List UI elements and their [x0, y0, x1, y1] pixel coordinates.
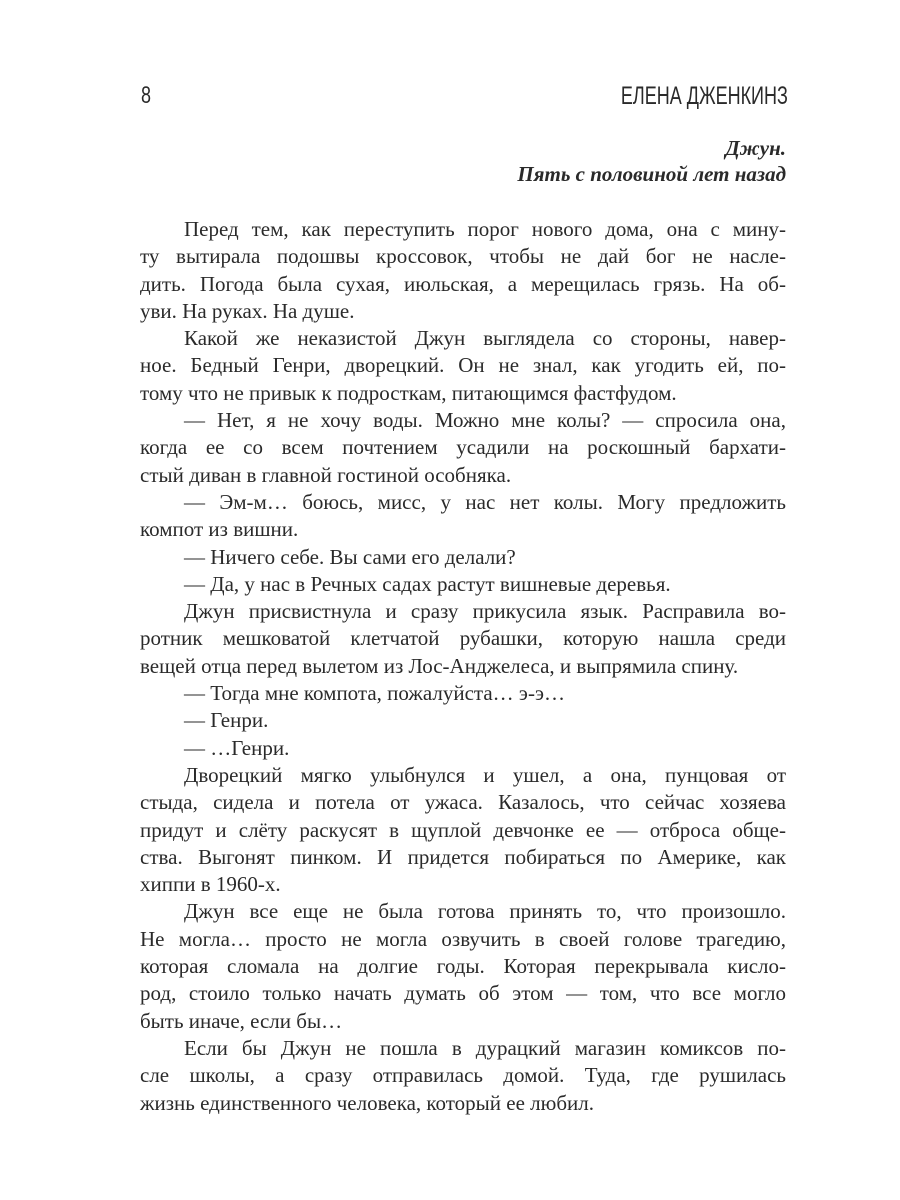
text-line: Какой же неказистой Джун выглядела со стороны, навер- — [184, 326, 786, 351]
text-line: — Нет, я не хочу воды. Можно мне колы? — спросила она, — [184, 408, 786, 433]
text-line: тому что не привык к подросткам, питающимся фастфудом. — [140, 380, 677, 405]
text-line: ное. Бедный Генри, дворецкий. Он не знал, как угодить ей, по- — [140, 353, 786, 378]
text-line: придут и слёту раскусят в щуплой девчонке ее — отброса обще- — [140, 817, 786, 842]
text-line: вещей отца перед вылетом из Лос-Анджелеса, и выпрямила спину. — [140, 653, 739, 678]
text-line: Не могла… просто не могла озвучить в своей голове трагедию, — [140, 926, 786, 951]
page-number: 8 — [141, 82, 152, 109]
heading-line: Пять с половиной лет назад — [517, 162, 786, 186]
text-line: стыда, сидела и потела от ужаса. Казалось, что сейчас хозяева — [140, 790, 786, 815]
text-line: — Ничего себе. Вы сами его делали? — [184, 544, 516, 569]
chapter-heading — [517, 135, 786, 187]
text-line: которая сломала на долгие годы. Которая перекрывала кисло- — [140, 954, 786, 979]
text-line: — Тогда мне компота, пожалуйста… э-э… — [184, 681, 565, 706]
text-line: Джун присвистнула и сразу прикусила язык. Расправила во- — [184, 599, 786, 624]
text-line: — Да, у нас в Речных садах растут вишневые деревья. — [184, 571, 671, 596]
text-line: хиппи в 1960-х. — [140, 872, 281, 897]
text-line: быть иначе, если бы… — [140, 1008, 343, 1033]
text-line: Перед тем, как переступить порог нового дома, она с мину- — [184, 217, 786, 241]
heading-line: Джун. — [725, 136, 786, 160]
running-head-author: ЕЛЕНА ДЖЕНКИНЗ — [621, 82, 788, 110]
text-line: — Эм-м… боюсь, мисс, у нас нет колы. Могу предложить — [184, 489, 786, 514]
text-line: Дворецкий мягко улыбнулся и ушел, а она, пунцовая от — [184, 762, 786, 787]
text-line: Если бы Джун не пошла в дурацкий магазин комиксов по- — [184, 1035, 786, 1060]
text-line: ту вытирала подошвы кроссовок, чтобы не дай бог не насле- — [140, 244, 786, 269]
text-line: уви. На руках. На душе. — [140, 298, 355, 323]
text-line: — …Генри. — [184, 735, 290, 760]
text-line: дить. Погода была сухая, июльская, а мерещилась грязь. На об- — [140, 271, 786, 296]
text-line: когда ее со всем почтением усадили на роскошный бархати- — [140, 435, 786, 460]
text-line: Джун все еще не была готова принять то, что произошло. — [184, 899, 786, 924]
text-line: ства. Выгонят пинком. И придется побираться по Америке, как — [140, 844, 786, 869]
body-text — [140, 216, 786, 1117]
text-line: сле школы, а сразу отправилась домой. Туда, где рушилась — [140, 1063, 786, 1088]
text-line: стый диван в главной гостиной особняка. — [140, 462, 512, 487]
text-line: ротник мешковатой клетчатой рубашки, которую нашла среди — [140, 626, 786, 651]
text-line: компот из вишни. — [140, 517, 299, 542]
text-line: род, стоило только начать думать об этом — том, что все могло — [140, 981, 786, 1006]
text-line: — Генри. — [184, 708, 269, 733]
text-line: жизнь единственного человека, который ее любил. — [140, 1090, 594, 1115]
